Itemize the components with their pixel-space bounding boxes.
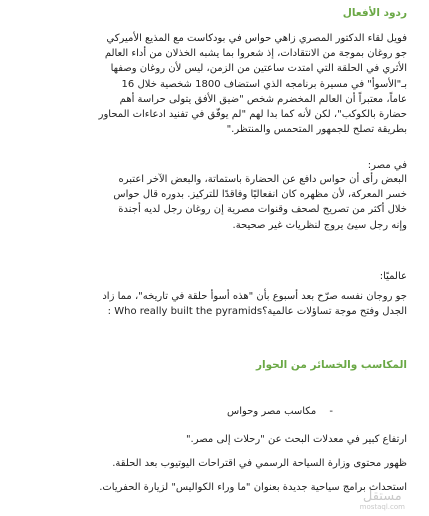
paragraph-line: بـ"الأسوأ" في مسيرة برنامجه الذي استضاف 1800 شخصية خلال 16 — [121, 78, 407, 90]
paragraph-line: البعض رأى أن حواس دافع عن الحضارة باستماتة، والبعض الآخر اعتبره — [118, 174, 407, 185]
watermark-domain: mostaql.com — [359, 503, 405, 511]
world-paragraph — [18, 289, 407, 319]
world-label: عالميًا: — [379, 271, 407, 282]
section-title-reactions: ردود الأفعال — [342, 7, 407, 19]
list-item: ارتفاع كبير في معدلات البحث عن "رحلات إلى مصر." — [185, 434, 407, 445]
paragraph-line: خسر المعركة، لأن مظهره كان انفعاليًا وفاقدًا للتركيز. بدوره قال حواس — [113, 189, 407, 201]
watermark-text: مستقل — [362, 489, 402, 504]
list-item: ظهور محتوى وزارة السياحة الرسمي في اقتراحات اليوتيوب بعد الحلقة. — [112, 458, 407, 469]
watermark-logo — [360, 490, 405, 512]
paragraph-line: الأثري في الحلقة التي امتدت ساعتين من الزمن، ليس لأن روغان وصفها — [110, 63, 407, 75]
paragraph-line: وإنه رجل سيئ يروج لنظريات غير صحيحة. — [232, 219, 407, 231]
list-item: استحداث برامج سياحية جديدة بعنوان "ما وراء الكواليس" لزيارة الحفريات. — [99, 482, 407, 493]
paragraph-line: جو روغان بموجة من الانتقادات، إذ شعروا بما يشبه الخذلان من أداء العالم — [104, 48, 407, 60]
bullet-label: مكاسب مصر وحواس — [227, 406, 317, 417]
bullet-dash: - — [329, 406, 333, 417]
egypt-paragraph — [18, 172, 407, 233]
reactions-paragraph — [18, 31, 407, 137]
paragraph-line: خلال أكثر من تصريح لصحف وقنوات مصرية إن روغان رجل لديه أجندة — [118, 204, 407, 216]
gains-list — [18, 428, 407, 500]
paragraph-line: حضارة بالكوكب"، لكن لأنه كما بدا لهم "لم يوفّق في تفنيد ادعاءات المحاور — [98, 109, 407, 121]
paragraph-line: فويل لقاء الدكتور المصري زاهي حواس في بودكاست مع المذيع الأميركي — [106, 33, 407, 44]
paragraph-line: عاماً، معتبراً أن العالم المخضرم شخص "ضيق الأفق يتولى حراسة أهم — [119, 93, 407, 105]
paragraph-line: بطريقة تصلح للجمهور المتحمس والمنتظر." — [226, 124, 407, 136]
section-title-gains-losses: المكاسب والخسائر من الحوار — [255, 359, 407, 371]
paragraph-line: الجدل وفتح موجة تساؤلات عالمية؟Who really built the pyramids : — [107, 306, 407, 318]
paragraph-line: جو روجان نفسه صرّح بعد أسبوع بأن "هذه أسوأ حلقة في تاريخه"، مما زاد — [102, 291, 407, 302]
egypt-label: في مصر: — [367, 160, 407, 171]
bullet-item — [227, 405, 333, 419]
